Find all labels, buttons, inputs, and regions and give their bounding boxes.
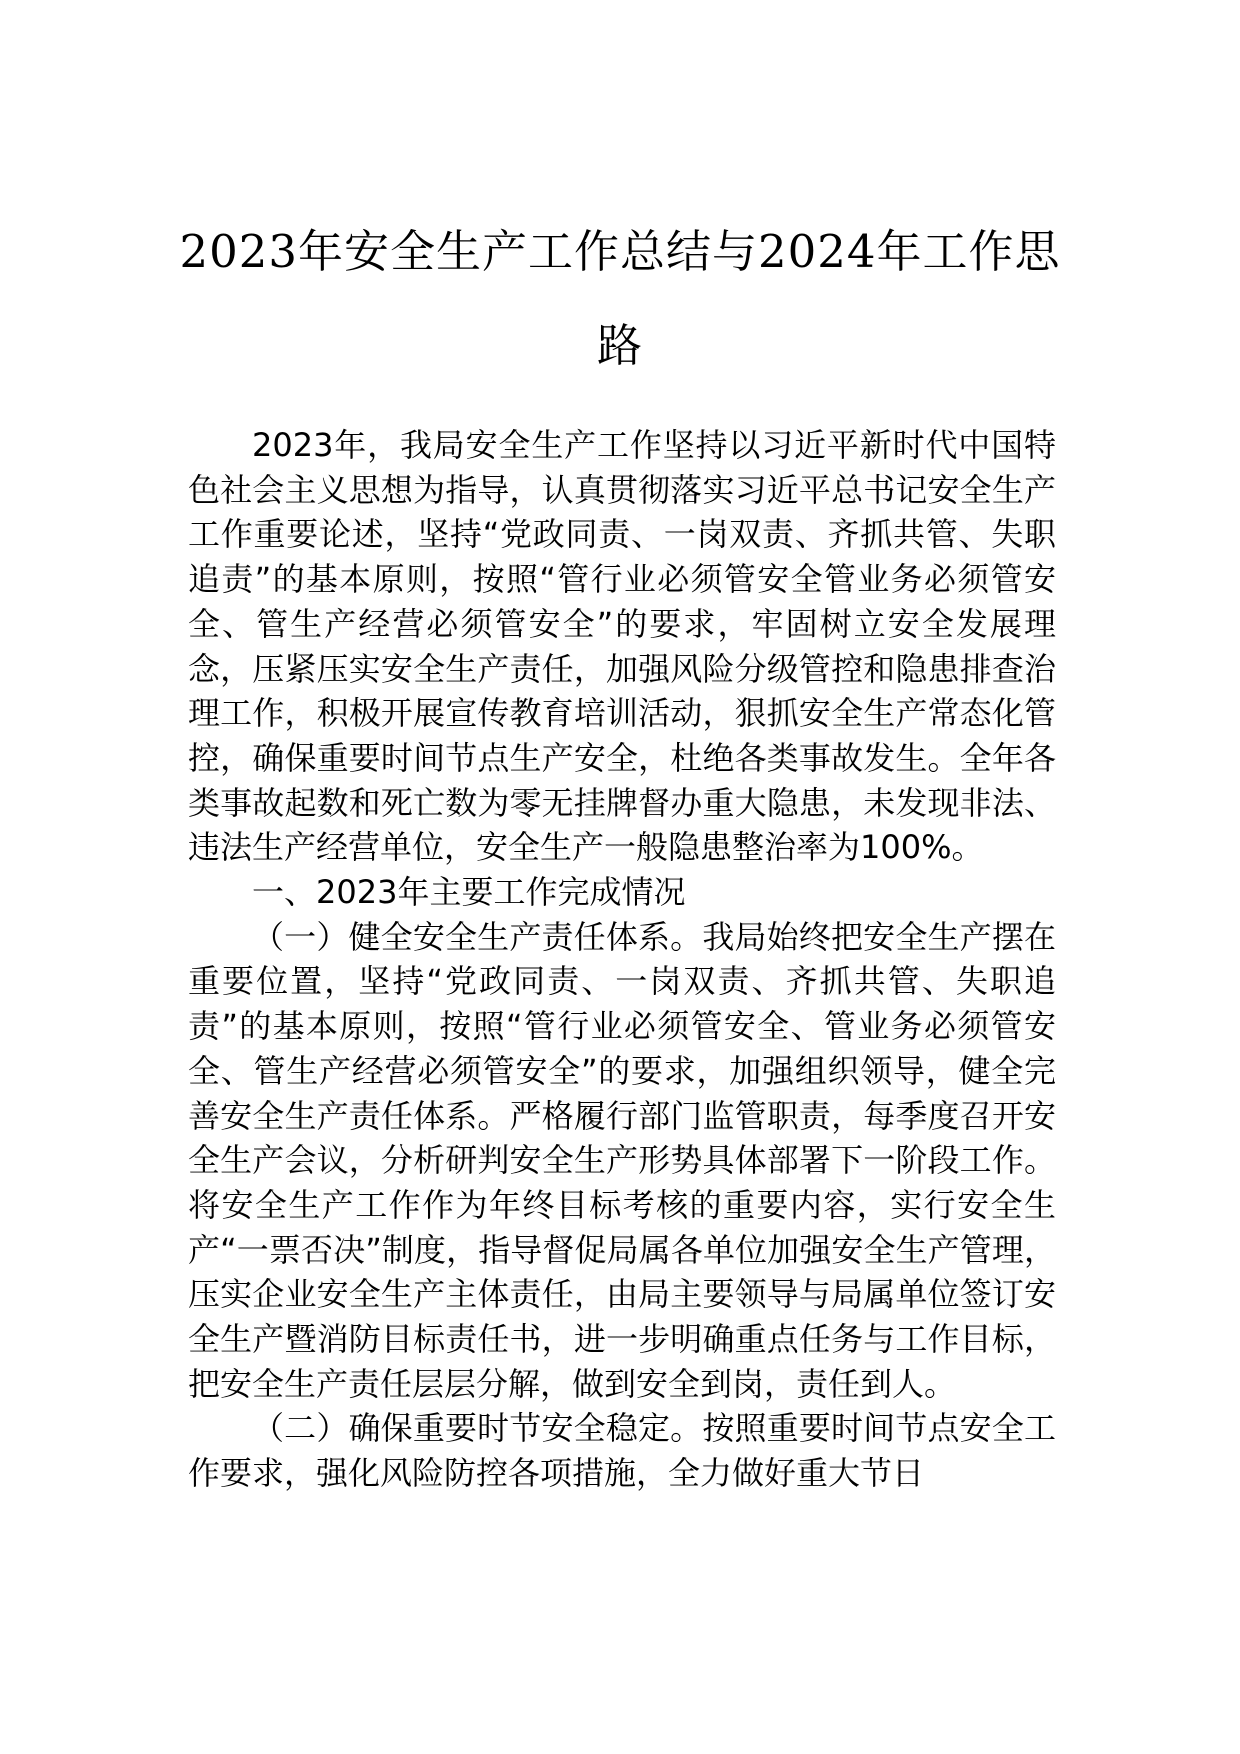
document-title: 2023年安全生产工作总结与2024年工作思路 [179, 225, 1061, 372]
section-heading: 一、2023年主要工作完成情况 [252, 873, 686, 912]
document-body [188, 423, 1056, 1496]
subsection-paragraph-1: （一）健全安全生产责任体系。我局始终把安全生产摆在重要位置，坚持“党政同责、一岗双责、齐抓共管、失职追责”的基本原则，按照“管行业必须管安全、管业务必须管安全、管生产经营必须管安全”的要求，加强组织领导，健全完善安全生产责任体系。严格履行部门监管职责，每季度召开安全生产会议，分析研判安全生产形势具体部署下一阶段工作。将安全生产工作作为年终目标考核的重要内容，实行安全生产“一票否决”制度，指导督促局属各单位加强安全生产管理，压实企业安全生产主体责任，由局主要领导与局属单位签订安全生产暨消防目标责任书，进一步明确重点任务与工作目标，把安全生产责任层层分解，做到安全到岗，责任到人。 [188, 917, 1056, 1403]
intro-paragraph: 2023年，我局安全生产工作坚持以习近平新时代中国特色社会主义思想为指导，认真贯彻落实习近平总书记安全生产工作重要论述，坚持“党政同责、一岗双责、齐抓共管、失职追责”的基本原则，按照“管行业必须管安全管业务必须管安全、管生产经营必须管安全”的要求，牢固树立安全发展理念，压紧压实安全生产责任，加强风险分级管控和隐患排查治理工作，积极开展宣传教育培训活动，狠抓安全生产常态化管控，确保重要时间节点生产安全，杜绝各类事故发生。全年各类事故起数和死亡数为零无挂牌督办重大隐患，未发现非法、违法生产经营单位，安全生产一般隐患整治率为100%。 [188, 426, 1056, 867]
subsection-paragraph-2: （二）确保重要时节安全稳定。按照重要时间节点安全工作要求，强化风险防控各项措施，全力做好重大节日 [188, 1409, 1056, 1493]
